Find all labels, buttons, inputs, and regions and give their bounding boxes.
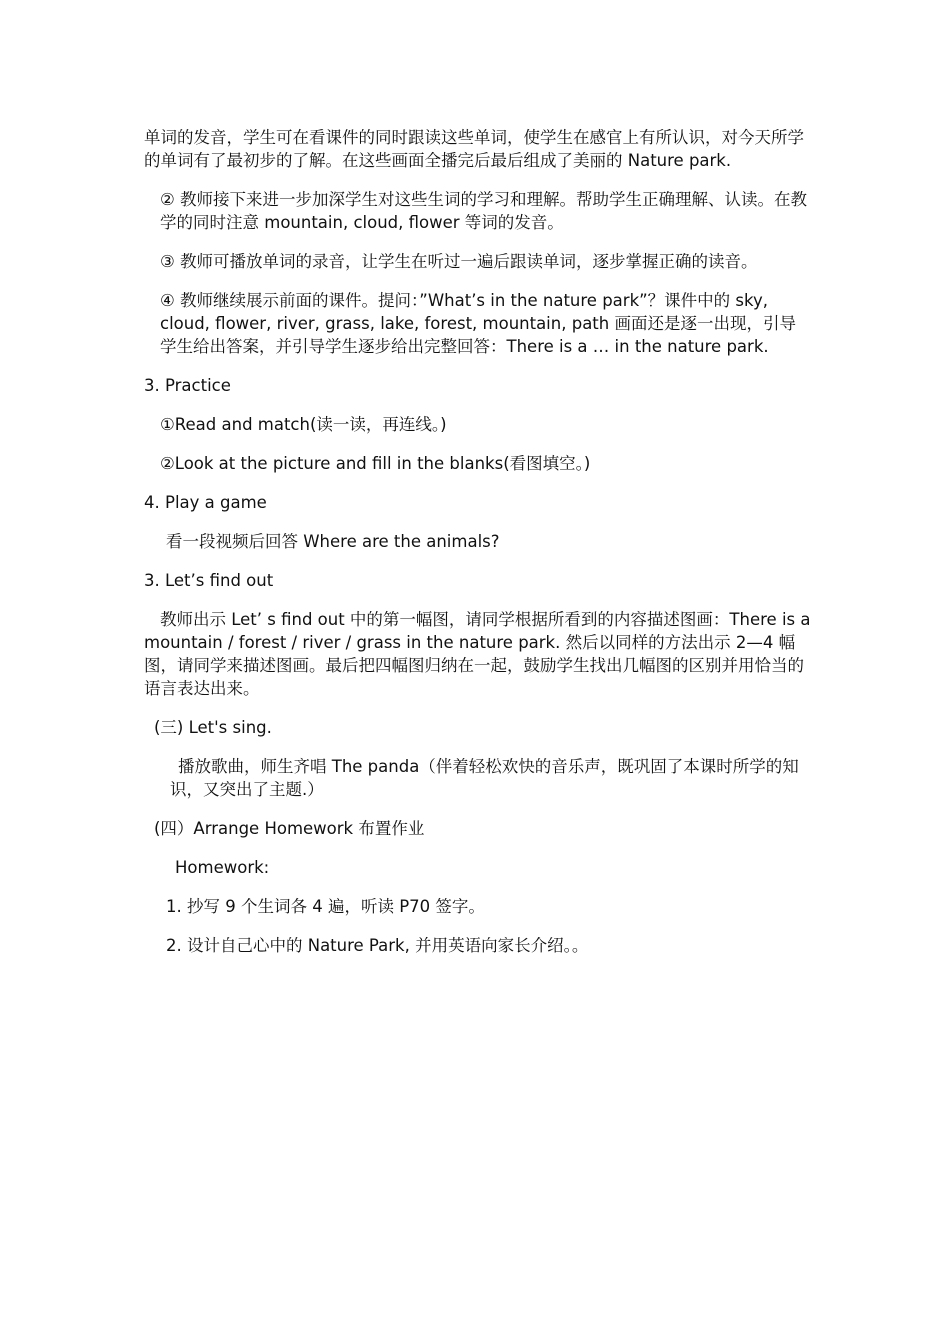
paragraph-watch-video: 看一段视频后回答 Where are the animals? [166, 532, 500, 551]
paragraph-fill-in-blanks: ②Look at the picture and fill in the blanks(看图填空。) [160, 454, 591, 473]
heading-homework: (四）Arrange Homework 布置作业 [154, 819, 425, 838]
paragraph-step-3: ③ 教师可播放单词的录音，让学生在听过一遍后跟读单词，逐步掌握正确的读音。 [160, 252, 758, 271]
document-body [144, 126, 812, 973]
paragraph-word-pronunciation: 单词的发音，学生可在看课件的同时跟读这些单词，使学生在感官上有所认识，对今天所学的单词有了最初步的了解。在这些画面全播完后最后组成了美丽的 Nature park. [144, 128, 804, 170]
heading-lets-sing: (三) Let's sing. [154, 718, 272, 737]
heading-practice: 3. Practice [144, 376, 231, 395]
heading-play-a-game: 4. Play a game [144, 493, 267, 512]
homework-item-1: 1. 抄写 9 个生词各 4 遍，听读 P70 签字。 [166, 897, 485, 916]
paragraph-step-2: ② 教师接下来进一步加深学生对这些生词的学习和理解。帮助学生正确理解、认读。在教学的同时注意 mountain, cloud, flower 等词的发音。 [160, 190, 808, 232]
paragraph-step-4: ④ 教师继续展示前面的课件。提问：”What’s in the nature park”？课件中的 sky, cloud, flower, river, grass, lake, forest, mountain, path 画面还是逐一出现，引导学生给出答案，并引导学生逐步给出完整回答：There is a … in the nature park. [160, 291, 796, 356]
paragraph-song: 播放歌曲，师生齐唱 The panda（伴着轻松欢快的音乐声，既巩固了本课时所学的知识，又突出了主题.） [170, 757, 799, 799]
homework-label: Homework: [175, 858, 270, 877]
paragraph-find-out-description: 教师出示 Let’ s find out 中的第一幅图，请同学根据所看到的内容描述图画：There is a mountain / forest / river / grass in the nature park. 然后以同样的方法出示 2—4 幅图，请同学来描述图画。最后把四幅图归纳在一起，鼓励学生找出几幅图的区别并用恰当的语言表达出来。 [144, 610, 811, 698]
heading-lets-find-out: 3. Let’s find out [144, 571, 274, 590]
homework-item-2: 2. 设计自己心中的 Nature Park, 并用英语向家长介绍。。 [166, 936, 589, 955]
paragraph-read-and-match: ①Read and match(读一读，再连线。) [160, 415, 447, 434]
